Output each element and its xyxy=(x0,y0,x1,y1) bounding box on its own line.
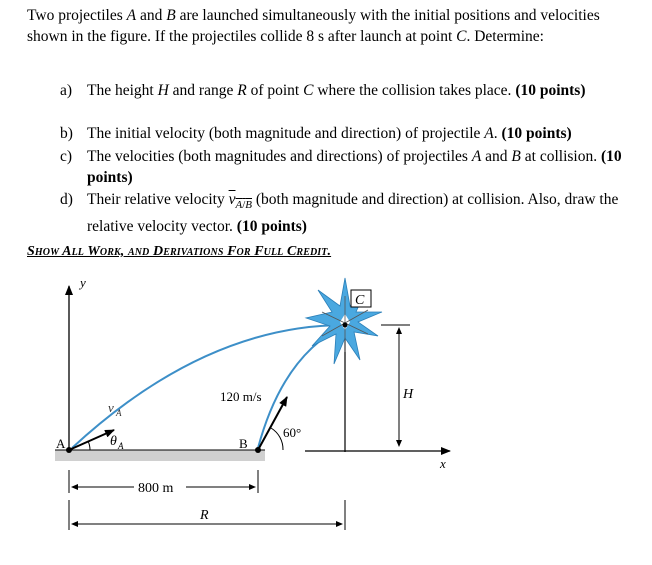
question-d-label: d) xyxy=(60,191,73,208)
theta-a-label: θ xyxy=(110,434,117,449)
theta-a-arc xyxy=(88,441,90,450)
y-axis-label: y xyxy=(80,275,86,290)
x-axis-label: x xyxy=(440,456,446,471)
angle-b-arc xyxy=(271,428,283,450)
range-label: R xyxy=(200,508,209,523)
point-c xyxy=(343,323,348,328)
instruction-heading: Show All Work, and Derivations For Full Credit. xyxy=(27,244,332,259)
height-label: H xyxy=(403,387,414,402)
angle-b-label: 60° xyxy=(283,425,302,440)
point-b-label: B xyxy=(239,436,248,451)
question-b-label: b) xyxy=(60,125,73,142)
point-a-label: A xyxy=(56,436,66,451)
velocity-a-label: v xyxy=(108,400,114,415)
question-a-label: a) xyxy=(60,82,73,99)
theta-a-sub: A xyxy=(118,441,124,451)
trajectory-b xyxy=(258,325,345,448)
problem-intro: Two projectiles A and B are launched simultaneously with the initial positions and velocities shown in the figure. If the projectiles collide 8 s after launch at point C. Determine: xyxy=(27,7,600,45)
ground xyxy=(55,450,265,461)
velocity-b-label: 120 m/s xyxy=(220,389,262,404)
dim-800-label: 800 m xyxy=(138,481,174,496)
question-c-label: c) xyxy=(60,148,73,165)
point-c-label: C xyxy=(355,293,365,308)
velocity-a-sub: A xyxy=(116,408,122,418)
velocity-a-arrow xyxy=(69,430,114,450)
